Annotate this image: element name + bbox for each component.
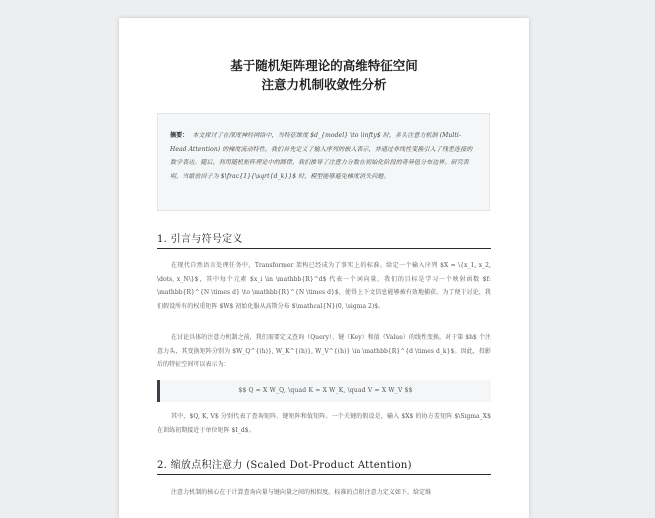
abstract-text: 本文探讨了在深度神经网络中，当特征维度 $d_{model} \to \infty$ 时，多头注意力机制 (Multi-Head Attention) 的梯度流动特性。我们首先定义了输入序列的嵌入表示，并通过非线性变换引入了残差连接的数学表达。随后，利用随机矩阵理论中的圆律，我们推导了注意力分数在初始化阶段的奇异值分布边界。研究表明，当缩放因子为 $\frac{1}{\sqrt{d_k}}$ 时，模型能够避免梯度消失问题。 (170, 132, 473, 180)
abstract-label: 摘要： (170, 132, 189, 139)
section-1-heading: 1. 引言与符号定义 (157, 230, 491, 249)
section-2-heading: 2. 缩放点积注意力 (Scaled Dot-Product Attention) (157, 456, 491, 475)
abstract-box (157, 113, 490, 211)
section-1-paragraph-3: 其中，$Q, K, V$ 分别代表了查询矩阵、键矩阵和值矩阵。一个关键的假设是，输入 $X$ 的协方差矩阵 $\Sigma_X$ 在训练初期接近于单位矩阵 $I_d$。 (157, 413, 491, 434)
document-title-line-2: 注意力机制收敛性分析 (261, 77, 387, 92)
section-2-paragraph-1: 注意力机制的核心在于计算查询向量与键向量之间的相似度。标准的点积注意力定义如下。给定维 (171, 489, 432, 496)
section-1-paragraph-2: 在讨论具体的注意力机制之前，我们需要定义查询（Query）、键（Key）和值（Value）的线性变换。对于第 $h$ 个注意力头，其变换矩阵分别为 $W_Q^{(h)}, W_K^{(h)}, W_V^{(h)} \in \mathbb{R}^{d \times d_k}$。因此，投影后的特征空间可以表示为： (157, 334, 491, 368)
document-page (119, 18, 529, 518)
equation-block: $$ Q = X W_Q, \quad K = X W_K, \quad V = X W_V $$ (157, 380, 491, 402)
document-title-line-1: 基于随机矩阵理论的高维特征空间 (230, 58, 418, 73)
section-1-paragraph-1: 在现代自然语言处理任务中，Transformer 架构已经成为了事实上的标准。给定一个输入序列 $X = \{x_1, x_2, \dots, x_N\}$，其中每个元素 $x_i \in \mathbb{R}^d$ 代表一个词向量。我们的目标是学习一个映射函数 $f: \mathbb{R}^{N \times d} \to \mathbb{R}^{N \times d}$，使得上下文信息能够被有效地捕获。为了便于讨论，我们假设所有的权重矩阵 $W$ 初始化服从高斯分布 $\mathcal{N}(0, \sigma 2)$。 (157, 262, 491, 310)
